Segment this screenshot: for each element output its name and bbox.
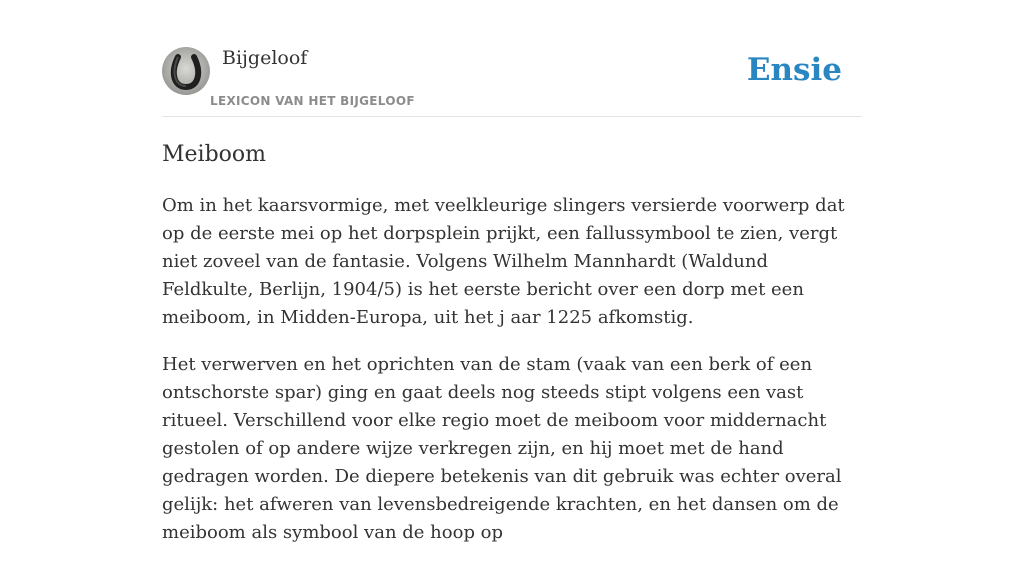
site-header — [162, 44, 862, 117]
brand-logo[interactable]: Ensie — [746, 52, 842, 88]
page-title: Meiboom — [162, 142, 267, 167]
site-subtitle: LEXICON VAN HET BIJGELOOF — [210, 94, 415, 108]
site-name[interactable]: Bijgeloof — [222, 47, 308, 69]
article-body — [162, 192, 862, 566]
horseshoe-icon — [162, 47, 210, 95]
avatar[interactable] — [162, 47, 210, 95]
paragraph: Om in het kaarsvormige, met veelkleurige slingers versierde voorwerp dat op de eerste mei op het dorpsplein prijkt, een fallussymbool te zien, vergt niet zoveel van de fantasie. Volgens Wilhelm Mannhardt (Waldund Feldkulte, Berlijn, 1904/5) is het eerste bericht over een dorp met een meiboom, in Midden-Europa, uit het j aar 1225 afkomstig. — [162, 195, 845, 328]
paragraph: Het verwerven en het oprichten van de stam (vaak van een berk of een ontschorste spar) ging en gaat deels nog steeds stipt volgens een vast ritueel. Verschillend voor elke regio moet de meiboom voor middernacht gestolen of op andere wijze verkregen zijn, en hij moet met de hand gedragen worden. De diepere betekenis van dit gebruik was echter overal gelijk: het afweren van levensbedreigende krachten, en het dansen om de meiboom als symbool van de hoop op — [162, 354, 842, 543]
